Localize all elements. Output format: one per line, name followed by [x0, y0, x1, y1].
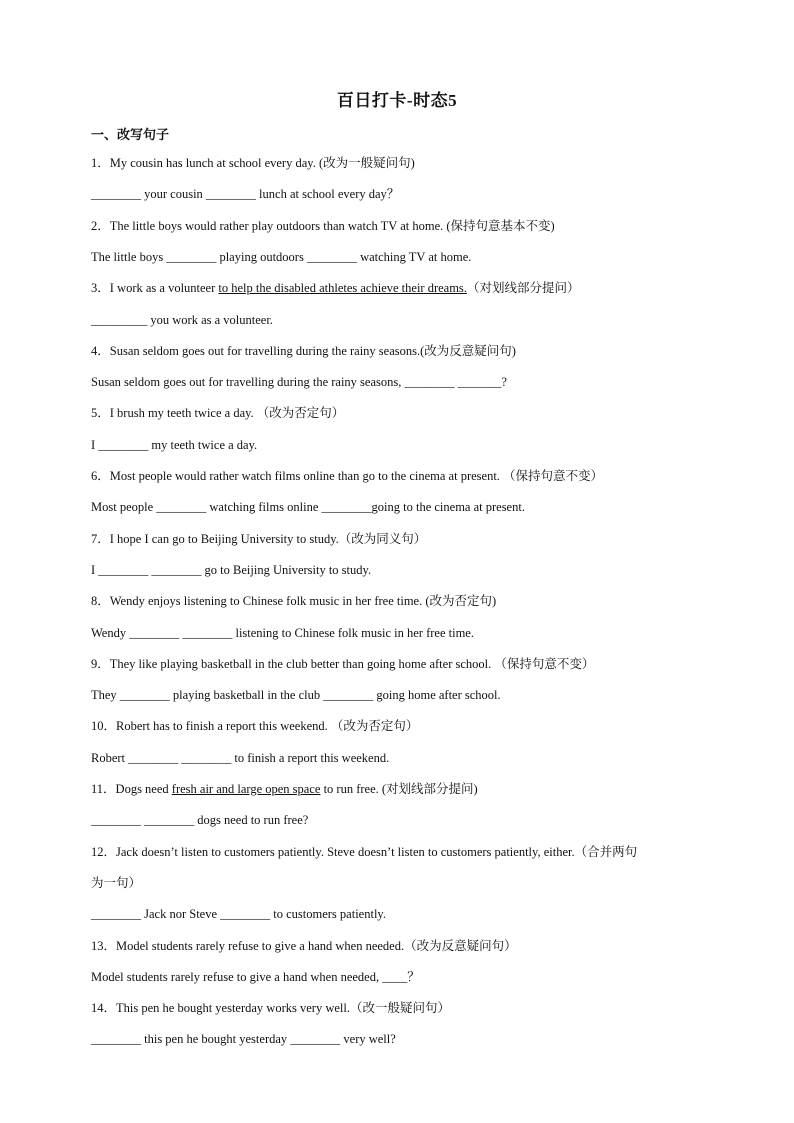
- line-text: 11．Dogs need: [91, 782, 172, 796]
- exercise-line: [91, 499, 731, 515]
- line-text: 2．The little boys would rather play outdoors than watch TV at home. (保持句意基本不变): [91, 218, 555, 233]
- exercise-line: [91, 405, 731, 421]
- line-text: I ________ my teeth twice a day.: [91, 437, 258, 452]
- exercise-line: [91, 468, 731, 484]
- line-text: ________ ________ dogs need to run free?: [91, 813, 309, 828]
- exercise-line: [91, 718, 731, 734]
- line-text: 14．This pen he bought yesterday works very well.（改一般疑问句）: [91, 1001, 450, 1016]
- exercise-line: [91, 750, 731, 766]
- underlined-text: to help the disabled athletes achieve their dreams.: [218, 281, 467, 296]
- line-text: Susan seldom goes out for travelling during the rainy seasons, ________ _______?: [91, 375, 507, 390]
- exercise-line: [91, 906, 731, 922]
- exercise-line: [91, 218, 731, 234]
- exercise-line: [91, 312, 731, 328]
- exercise-line: [91, 343, 731, 359]
- line-text: 6．Most people would rather watch films online than go to the cinema at present. （保持句意不变）: [91, 469, 604, 483]
- exercise-line: [91, 938, 731, 954]
- line-text: 5．I brush my teeth twice a day. （改为否定句）: [91, 406, 345, 421]
- exercise-line: [91, 1031, 731, 1047]
- line-text: 4．Susan seldom goes out for travelling during the rainy seasons.(改为反意疑问句): [91, 343, 516, 358]
- line-text: 9．They like playing basketball in the club better than going home after school. （保持句意不变）: [91, 656, 595, 671]
- line-text: 7．I hope I can go to Beijing University to study.（改为同义句）: [91, 531, 427, 546]
- exercise-line: [91, 593, 731, 609]
- exercise-line: [91, 531, 731, 547]
- section-heading: 一、改写句子: [91, 127, 170, 142]
- exercise-line: [91, 687, 731, 703]
- line-text: _________ you work as a volunteer.: [91, 312, 273, 327]
- page-title: 百日打卡-时态5: [336, 91, 458, 110]
- exercise-line: [91, 875, 731, 891]
- line-text: 13．Model students rarely refuse to give a hand when needed.（改为反意疑问句）: [91, 938, 517, 953]
- exercise-line: [91, 656, 731, 672]
- line-text: 1．My cousin has lunch at school every day. (改为一般疑问句): [91, 156, 415, 170]
- line-text: ________ Jack nor Steve ________ to customers patiently.: [91, 907, 386, 922]
- line-text: to run free. (对划线部分提问): [320, 782, 478, 796]
- exercise-line: [91, 186, 731, 202]
- exercise-line: [91, 625, 731, 641]
- exercise-line: [91, 280, 731, 296]
- exercise-line: [91, 969, 731, 985]
- underlined-text: fresh air and large open space: [171, 782, 321, 796]
- exercise-line: [91, 155, 731, 171]
- exercise-line: [91, 374, 731, 390]
- exercise-line: [91, 812, 731, 828]
- line-text: 3．I work as a volunteer: [91, 281, 219, 296]
- line-text: Robert ________ ________ to finish a report this weekend.: [91, 750, 390, 765]
- exercise-line: [91, 844, 731, 860]
- line-text: 8．Wendy enjoys listening to Chinese folk music in her free time. (改为否定句): [91, 594, 497, 609]
- exercise-line: [91, 781, 731, 797]
- line-text: ________ this pen he bought yesterday ________ very well?: [91, 1032, 396, 1047]
- exercise-line: [91, 1000, 731, 1016]
- line-text: They ________ playing basketball in the club ________ going home after school.: [91, 688, 501, 703]
- line-text: I ________ ________ go to Beijing University to study.: [91, 562, 372, 577]
- line-text: （对划线部分提问）: [466, 281, 580, 296]
- line-text: 10．Robert has to finish a report this weekend. （改为否定句）: [91, 719, 419, 734]
- line-text: The little boys ________ playing outdoors ________ watching TV at home.: [91, 249, 472, 264]
- line-text: ________ your cousin ________ lunch at school every day？: [91, 187, 400, 202]
- line-text: 为一句）: [91, 875, 142, 890]
- exercise-line: [91, 437, 731, 453]
- exercise-line: [91, 249, 731, 265]
- line-text: 12．Jack doesn’t listen to customers patiently. Steve doesn’t listen to customers patiently, either.（合并两句: [91, 844, 638, 859]
- line-text: Wendy ________ ________ listening to Chinese folk music in her free time.: [91, 625, 474, 640]
- exercise-line: [91, 562, 731, 578]
- line-text: Model students rarely refuse to give a hand when needed, ____？: [91, 969, 420, 984]
- line-text: Most people ________ watching films online ________going to the cinema at present.: [91, 500, 525, 515]
